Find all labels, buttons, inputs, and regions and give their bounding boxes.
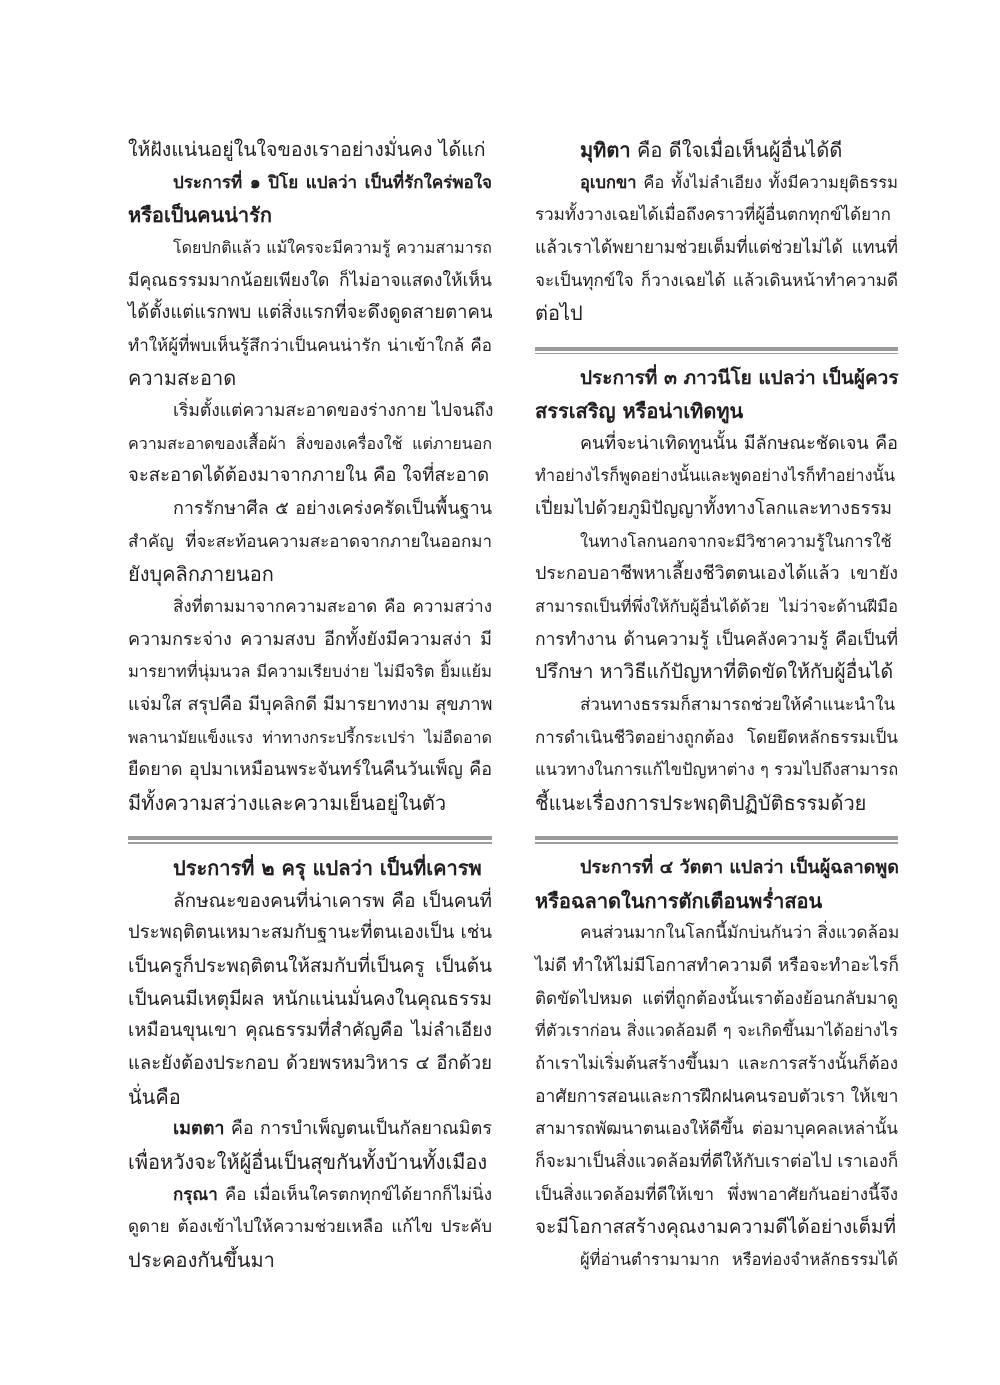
paragraph-line: ติดขัดไปหมด แต่ที่ถูกต้องนั้นเราต้องย้อนกลับมาดู <box>535 988 898 1009</box>
paragraph-line: ความสะอาดของเสื้อผ้า สิ่งของเครื่องใช้ แต่ภายนอก <box>128 433 492 453</box>
paragraph-line: สามารถพัฒนาตนเองให้ดีขึ้น ต่อมาบุคคลเหล่านั้น <box>535 1119 898 1140</box>
paragraph-line: เริ่มตั้งแต่ความสะอาดของร่างกาย ไปจนถึง <box>173 401 494 422</box>
paragraph-line: ยืดยาด อุปมาเหมือนพระจันทร์ในคืนวันเพ็ญ คือ <box>128 759 492 781</box>
paragraph-line: มีคุณธรรมมากน้อยเพียงใด ก็ไม่อาจแสดงให้เห็น <box>128 270 492 291</box>
paragraph-line: เป็นครูก็ประพฤติตนให้สมกับที่เป็นครู เป็นต้น <box>128 955 492 978</box>
section-2-heading: ประการที่ ๒ ครุ แปลว่า เป็นที่เคารพ <box>173 856 482 881</box>
paragraph-line: ก็จะมาเป็นสิ่งแวดล้อมที่ดีให้กับเราต่อไป เราเองก็ <box>535 1151 899 1172</box>
section-divider <box>535 819 898 852</box>
term-definition: คือ ทั้งไม่ลำเอียง ทั้งมีความยุติธรรม <box>643 172 898 192</box>
paragraph-line: ประพฤติตนเหมาะสมกับฐานะที่ตนเองเป็น เช่น <box>128 922 492 944</box>
section-1-heading-cont: หรือเป็นคนน่ารัก <box>128 203 272 228</box>
term-definition: คือ เมื่อเห็นใครตกทุกข์ได้ยากก็ไม่นิ่ง <box>224 1184 492 1205</box>
paragraph-line: สำคัญ ที่จะสะท้อนความสะอาดจากภายในออกมา <box>128 531 492 552</box>
paragraph-line: เหมือนขุนเขา คุณธรรมที่สำคัญคือ ไม่ลำเอียง <box>128 1020 492 1042</box>
paragraph-line: ส่วนทางธรรมก็สามารถช่วยให้คำแนะนำใน <box>580 694 896 715</box>
paragraph-line: จะเป็นทุกข์ใจ ก็วางเฉยได้ แล้วเดินหน้าทำความดี <box>535 270 898 291</box>
paragraph-line: สามารถเป็นที่พึ่งให้กับผู้อื่นได้ด้วย ไม่ว่าจะด้านฝีมือ <box>535 596 898 616</box>
paragraph-line: คนส่วนมากในโลกนี้มักบ่นกันว่า สิ่งแวดล้อม <box>580 923 900 944</box>
section-4-heading: ประการที่ ๔ วัตตา แปลว่า เป็นผู้ฉลาดพูด <box>580 857 899 879</box>
paragraph-line: ดูดาย ต้องเข้าไปให้ความช่วยเหลือ แก้ไข ประคับ <box>128 1217 492 1238</box>
paragraph-line: จะสะอาดได้ต้องมาจากภายใน คือ ใจที่สะอาด <box>128 465 490 487</box>
paragraph-line: ประกอบอาชีพหาเลี้ยงชีวิตตนเองได้แล้ว เขายัง <box>535 563 898 585</box>
term-label: กรุณา <box>173 1184 218 1205</box>
paragraph-line: การรักษาศีล ๕ อย่างเคร่งครัดเป็นพื้นฐาน <box>173 498 492 520</box>
paragraph-line: โดยปกติแล้ว แม้ใครจะมีความรู้ ความสามารถ <box>173 237 492 257</box>
paragraph-line: ที่ตัวเราก่อน สิ่งแวดล้อมดี ๆ จะเกิดขึ้นมาได้อย่างไร <box>535 1021 898 1041</box>
paragraph-line: ไม่ดี ทำให้ไม่มีโอกาสทำความดี หรือจะทำอะไรก็ <box>535 956 899 977</box>
term-label: เมตตา <box>173 1118 225 1140</box>
paragraph-line: ลักษณะของคนที่น่าเคารพ คือ เป็นคนที่ <box>173 889 492 912</box>
paragraph-line: ต่อไป <box>535 301 583 326</box>
paragraph-line: ชี้แนะเรื่องการประพฤติปฏิบัติธรรมด้วย <box>535 790 867 815</box>
paragraph-line: แล้วเราได้พยายามช่วยเต็มที่แต่ช่วยไม่ได้ แทนที่ <box>535 237 898 258</box>
term-definition: คือ การบำเพ็ญตนเป็นกัลยาณมิตร <box>230 1118 492 1140</box>
mudita-line <box>535 134 898 167</box>
paragraph-line: ยังบุคลิกภายนอก <box>128 562 274 587</box>
term-label: มุทิตา <box>580 138 631 162</box>
paragraph-line: ปรึกษา หาวิธีแก้ปัญหาที่ติดขัดให้กับผู้อื่นได้ <box>535 660 894 684</box>
section-1-heading: ประการที่ ๑ ปิโย แปลว่า เป็นที่รักใคร่พอใจ <box>173 172 492 193</box>
paragraph-line: นั่นคือ <box>128 1084 181 1109</box>
left-column <box>128 134 492 1276</box>
paragraph-line: ได้ตั้งแต่แรกพบ แต่สิ่งแรกที่จะดึงดูดสายตาคน <box>128 302 493 324</box>
paragraph-line: มารยาทที่นุ่มนวล มีความเรียบง่าย ไม่มีจริต ยิ้มแย้ม <box>128 662 492 682</box>
paragraph-line: และยังต้องประกอบ ด้วยพรหมวิหาร ๔ อีกด้วย <box>128 1052 492 1074</box>
paragraph-line: แจ่มใส สรุปคือ มีบุคลิกดี มีมารยาทงาม สุขภาพ <box>128 693 493 715</box>
intro-line: ให้ฝังแน่นอยู่ในใจของเราอย่างมั่นคง ได้แก่ <box>128 138 486 161</box>
paragraph-line: อาศัยการสอนและการฝึกฝนคนรอบตัวเรา ให้เขา <box>535 1086 899 1107</box>
term-label: อุเบกขา <box>580 172 637 192</box>
metta-line <box>128 1113 492 1146</box>
paragraph-line: เป็นสิ่งแวดล้อมที่ดีให้เขา พึ่งพาอาศัยกันอย่างนี้จึง <box>535 1184 898 1205</box>
paragraph-line: แนวทางในการแก้ไขปัญหาต่าง ๆ รวมไปถึงสามารถ <box>535 760 899 780</box>
paragraph-line: การดำเนินชีวิตอย่างถูกต้อง โดยยึดหลักธรรมเป็น <box>535 727 898 748</box>
paragraph-line: พลานามัยแข็งแรง ท่าทางกระปรี้กระเปร่า ไม่อืดอาด <box>128 727 492 747</box>
paragraph-line: ถ้าเราไม่เริ่มต้นสร้างขึ้นมา และการสร้างนั้นก็ต้อง <box>535 1053 898 1074</box>
section-3-heading: ประการที่ ๓ ภาวนีโย แปลว่า เป็นผู้ควร <box>580 367 899 390</box>
paragraph-line: ผู้ที่อ่านตำรามามาก หรือท่องจำหลักธรรมได้ <box>580 1249 898 1269</box>
term-definition: คือ ดีใจเมื่อเห็นผู้อื่นได้ดี <box>636 138 843 162</box>
paragraph-line: ความสะอาด <box>128 366 237 391</box>
paragraph-line: สิ่งที่ตามมาจากความสะอาด คือ ความสว่าง <box>173 596 492 617</box>
paragraph-line: ในทางโลกนอกจากจะมีวิชาความรู้ในการใช้ <box>580 531 892 551</box>
paragraph-line: การทำงาน ด้านความรู้ เป็นคลังความรู้ คือเป็นที่ <box>535 629 898 650</box>
paragraph-line: จะมีโอกาสสร้างคุณงามความดีได้อย่างเต็มที่ <box>535 1216 896 1239</box>
paragraph-line: เป็นคนมีเหตุมีผล หนักแน่นมั่นคงในคุณธรรม <box>128 987 492 1010</box>
upekkha-line <box>535 167 898 200</box>
section-divider <box>128 819 492 852</box>
paragraph-line: เปี่ยมไปด้วยภูมิปัญญาทั้งทางโลกและทางธรรม <box>535 498 893 520</box>
paragraph-line: ประคองกันขึ้นมา <box>128 1247 275 1272</box>
paragraph-line: ความกระจ่าง ความสงบ อีกทั้งยังมีความสง่า มี <box>128 628 492 650</box>
paragraph-line: คนที่จะน่าเทิดทูนนั้น มีลักษณะชัดเจน คือ <box>580 432 898 454</box>
paragraph-line: รวมทั้งวางเฉยได้เมื่อถึงคราวที่ผู้อื่นตกทุกข์ได้ยาก <box>535 205 891 226</box>
section-3-heading-cont: สรรเสริญ หรือน่าเทิดทูน <box>535 399 744 424</box>
section-divider <box>535 330 898 363</box>
paragraph-line: เพื่อหวังจะให้ผู้อื่นเป็นสุขกันทั้งบ้านทั้งเมือง <box>128 1149 488 1174</box>
paragraph-line: ทำอย่างไรก็พูดอย่างนั้นและพูดอย่างไรก็ทำอย่างนั้น <box>535 466 896 486</box>
section-4-heading-cont: หรือฉลาดในการตักเตือนพร่ำสอน <box>535 888 823 913</box>
paragraph-line: มีทั้งความสว่างและความเย็นอยู่ในตัว <box>128 790 447 815</box>
right-column <box>535 134 898 1276</box>
paragraph-line: ทำให้ผู้ที่พบเห็นรู้สึกว่าเป็นคนน่ารัก น่าเข้าใกล้ คือ <box>128 335 492 356</box>
karuna-line <box>128 1179 492 1212</box>
